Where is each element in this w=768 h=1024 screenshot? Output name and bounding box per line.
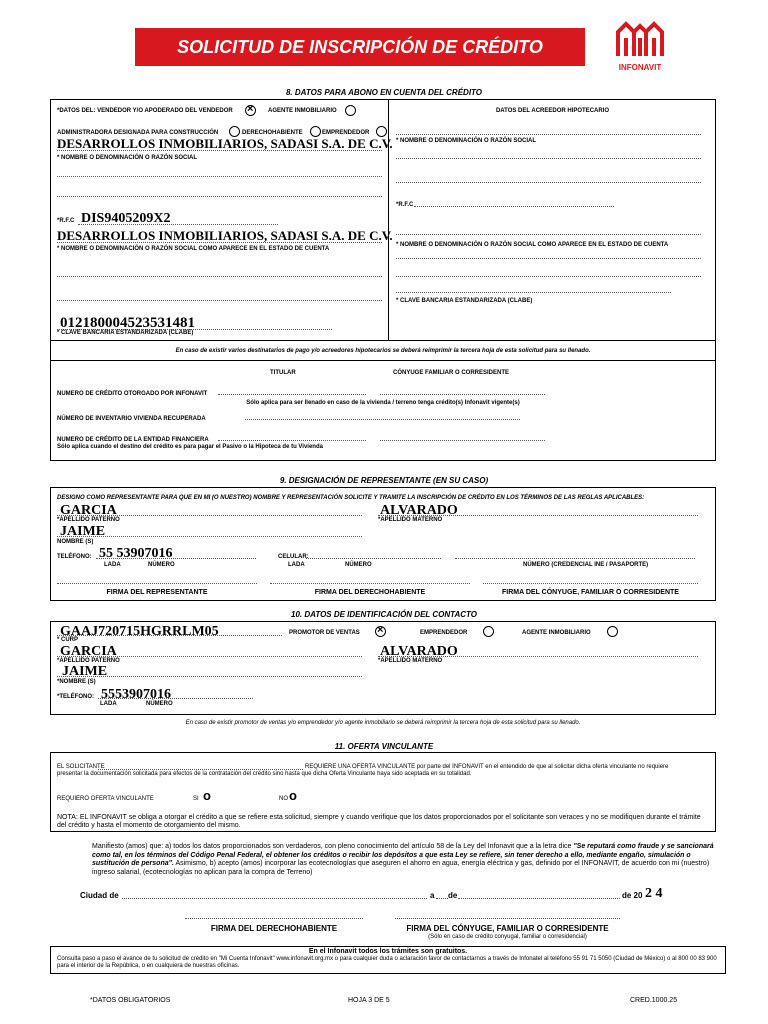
acreedor-cuenta-label: * NOMBRE O DENOMINACIÓN O RAZÓN SOCIAL COMO APARECE EN EL ESTADO DE CUENTA bbox=[396, 242, 669, 248]
s9-telefono-line bbox=[96, 558, 256, 559]
form-code: CRED.1000.25 bbox=[630, 997, 678, 1004]
acreedor-nombre-line[interactable] bbox=[396, 134, 701, 135]
s10-nombre-line bbox=[57, 676, 362, 677]
s9-numero-2: NÚMERO bbox=[345, 562, 372, 568]
s10-agente-radio[interactable] bbox=[607, 626, 618, 637]
s10-agente-label: AGENTE INMOBILIARIO bbox=[522, 630, 591, 636]
nombre-cuenta-line-3 bbox=[57, 300, 382, 301]
manifiesto-text bbox=[92, 843, 716, 877]
ciudad-line[interactable] bbox=[122, 898, 427, 899]
s9-numero: NÚMERO bbox=[148, 562, 175, 568]
s9-credencial-line[interactable] bbox=[455, 558, 695, 559]
titular-header: TITULAR bbox=[270, 370, 296, 376]
logo-text: INFONAVIT bbox=[618, 63, 662, 72]
nota-text: NOTA: EL INFONAVIT se obliga a otorgar el crédito a que se refiere esta solicitud, siempre y cuando verifique que los datos proporcionados por el solicitante son veraces y no se modifiquen durante el trámite del crédito y hasta el momento de otorgamiento del mismo. bbox=[57, 814, 701, 829]
s9-credencial-label: NÚMERO (CREDENCIAL INE / PASAPORTE) bbox=[523, 562, 649, 568]
manifiesto-p1: Manifiesto (amos) que: a) todos los datos proporcionados son verdaderos, con pleno conocimiento del artículo 58 de la Ley del Infonavit que a la letra dice bbox=[92, 843, 574, 850]
acreedor-rfc-line[interactable] bbox=[414, 206, 614, 207]
s10-materno-value[interactable]: ALVARADO bbox=[380, 644, 458, 659]
el-solicitante-label: EL SOLICITANTE bbox=[57, 764, 105, 770]
si-option[interactable]: o bbox=[203, 788, 211, 803]
num-inventario-line[interactable] bbox=[245, 419, 520, 420]
s10-telefono-value[interactable]: 5553907016 bbox=[101, 687, 171, 702]
acreedor-cuenta-line[interactable] bbox=[396, 234, 701, 235]
s9-telefono-label: TELÉFONO: bbox=[57, 554, 92, 560]
s9-materno-value[interactable]: ALVARADO bbox=[380, 503, 458, 518]
s9-nombre-value[interactable]: JAIME bbox=[60, 524, 106, 539]
section-8-note: En caso de existir varios destinatarios de pago y/o acreedores hipotecarios se deberá reimprimir la tercera hoja de esta solicitud para su llenado. bbox=[175, 348, 591, 354]
s10-numero: NÚMERO bbox=[146, 701, 173, 707]
num-credito-label: NUMERO DE CRÉDITO OTORGADO POR INFONAVIT bbox=[57, 391, 208, 397]
infonavit-logo-icon bbox=[612, 18, 668, 58]
nombre-cuenta-line-2 bbox=[57, 276, 382, 277]
s9-firma-rep-label: FIRMA DEL REPRESENTANTE bbox=[106, 589, 208, 596]
s9-nombre-label: NOMBRE (S) bbox=[57, 539, 94, 545]
manif-firma-cony-line[interactable] bbox=[395, 918, 620, 919]
a-label: a bbox=[430, 891, 435, 900]
no-label: NO bbox=[279, 796, 288, 802]
title-banner bbox=[135, 28, 585, 66]
acreedor-title: DATOS DEL ACREEDOR HIPOTECARIO bbox=[495, 108, 610, 114]
promotor-label: PROMOTOR DE VENTAS bbox=[289, 630, 360, 636]
s9-materno-line bbox=[378, 515, 698, 516]
s10-materno-label: *APELLIDO MATERNO bbox=[378, 658, 443, 664]
curp-label: * CURP bbox=[57, 637, 79, 643]
s10-emprendedor-radio[interactable] bbox=[483, 626, 494, 637]
s9-nombre-line bbox=[57, 536, 362, 537]
s9-telefono-value[interactable]: 55 53907016 bbox=[99, 546, 173, 561]
promotor-radio[interactable] bbox=[375, 626, 386, 637]
nombre-cuenta-line bbox=[57, 242, 382, 243]
el-solicitante-line[interactable] bbox=[98, 769, 303, 770]
s10-note: En caso de existir promotor de ventas y/o emprendedor y/o agente inmobiliario se deberá reimprimir la tercera hoja de esta solicitud para su llenado. bbox=[185, 720, 581, 726]
vendedor-nombre-label: * NOMBRE O DENOMINACIÓN O RAZÓN SOCIAL bbox=[57, 155, 198, 161]
manif-firma-der-line[interactable] bbox=[185, 918, 363, 919]
s9-materno-label: *APELLIDO MATERNO bbox=[378, 517, 443, 523]
num-inventario-label: NÚMERO DE INVENTARIO VIVIENDA RECUPERADA bbox=[57, 416, 206, 422]
s9-firma-der-label: FIRMA DEL DERECHOHABIENTE bbox=[314, 589, 426, 596]
manifiesto-quote: "Se reputará como fraude y se sancionará como tal, en los términos del Código Penal Federal, el obtener los créditos o recibir los depósitos a que esta Ley se refiere, sin tener derecho a ello, mediante engaño, simulación o sustitución de persona". bbox=[92, 843, 714, 867]
requiero-label: REQUIERO OFERTA VINCULANTE bbox=[57, 796, 154, 802]
ciudad-label: Ciudad de bbox=[80, 891, 119, 900]
acreedor-rfc-label: *R.F.C bbox=[396, 202, 414, 208]
year-value[interactable]: 2 4 bbox=[645, 886, 663, 901]
curp-value[interactable]: GAAJ720715HGRRLM05 bbox=[60, 624, 219, 639]
s10-paterno-line bbox=[57, 656, 362, 657]
emprendedor-label: EMPRENDEDOR bbox=[322, 130, 370, 136]
s9-paterno-label: *APELLIDO PATERNO bbox=[57, 517, 120, 523]
solo-vivienda-note: Sólo aplica para ser llenado en caso de la vivienda / terreno tenga crédito(s) Infonavit vigente(s) bbox=[246, 400, 520, 406]
num-entidad-conyuge-line[interactable] bbox=[380, 440, 545, 441]
section-8-hdivider bbox=[50, 340, 716, 341]
presentar-text: presentar la documentación solicitada para efectos de la contratación del crédito sino hasta que dicha Oferta Vinculante haya sido aceptada en su totalidad. bbox=[57, 771, 472, 777]
agente-radio[interactable] bbox=[345, 105, 356, 116]
de20-label: de 20 bbox=[622, 891, 643, 900]
acreedor-nombre-label: * NOMBRE O DENOMINACIÓN O RAZÓN SOCIAL bbox=[396, 138, 537, 144]
s9-celular-label: CELULAR: bbox=[278, 554, 309, 560]
num-credito-titular-line[interactable] bbox=[218, 394, 366, 395]
s9-lada-2: LADA bbox=[288, 562, 305, 568]
datos-obligatorios: *DATOS OBLIGATORIOS bbox=[90, 997, 171, 1004]
num-entidad-label: NUMERO DE CRÉDITO DE LA ENTIDAD FINANCIERA bbox=[57, 437, 209, 443]
rfc-label: *R.F.C bbox=[57, 218, 75, 224]
acreedor-clabe-label: * CLAVE BANCARIA ESTANDARIZADA (CLABE) bbox=[396, 298, 533, 304]
s10-paterno-label: *APELLIDO PATERNO bbox=[57, 658, 120, 664]
vendedor-nombre-value[interactable]: DESARROLLOS INMOBILIARIOS, SADASI S.A. DE C.V. bbox=[57, 136, 393, 151]
consulta-text: Consulta paso a paso el avance de tu solicitud de crédito en "Mi Cuenta Infonavit" www.infonavit.org.mx o para cualquier duda o aclaración favor de contactarnos a través de Infonatel al teléfono 55 91 71 5050 (Ciudad de México) o al 800 00 83 900 para el interior de la República, o en cualquiera de nuestras oficinas. bbox=[57, 956, 717, 969]
vendedor-radio[interactable] bbox=[245, 105, 256, 116]
acreedor-nombre-line-3[interactable] bbox=[396, 182, 701, 183]
curp-line bbox=[57, 635, 282, 636]
conyuge-header: CÓNYUGE FAMILIAR O CORRESIDENTE bbox=[393, 370, 510, 376]
requiere-text: REQUIERE UNA OFERTA VINCULANTE por parte del INFONAVIT en el entendido de que al solicitar dicha oferta vinculante no requiere bbox=[305, 764, 669, 770]
page-title: SOLICITUD DE INSCRIPCIÓN DE CRÉDITO bbox=[177, 37, 543, 57]
acreedor-nombre-line-2[interactable] bbox=[396, 158, 701, 159]
clabe-value[interactable]: 012180004523531481 bbox=[60, 315, 195, 331]
infonavit-logo bbox=[612, 18, 668, 70]
vendedor-nombre-line-3 bbox=[57, 196, 382, 197]
hoja-label: HOJA 3 DE 5 bbox=[348, 997, 390, 1004]
s9-lada: LADA bbox=[104, 562, 121, 568]
vendedor-nombre-line-2 bbox=[57, 176, 382, 177]
gratuitos-text: En el Infonavit todos los trámites son gratuitos. bbox=[308, 948, 468, 955]
de-label: de bbox=[448, 891, 458, 900]
s10-nombre-label: *NOMBRE (S) bbox=[57, 679, 96, 685]
section-8-hdivider-2 bbox=[50, 360, 716, 361]
s10-telefono-line bbox=[98, 698, 253, 699]
manifiesto-p2: Asimismo, b) acepto (amos) incorporar las ecotecnologías que aseguren el ahorro en agua, energía eléctrica y gas, definido por el INFONAVIT, de acuerdo con mi (nuestro) ingreso salarial, (ecotecnologías no aplican para la compra de Terreno) bbox=[92, 860, 710, 876]
s10-nombre-value[interactable]: JAIME bbox=[62, 664, 108, 679]
manif-firma-cony-label: FIRMA DEL CÓNYUGE, FAMILIAR O CORRESIDENTE bbox=[406, 924, 609, 933]
administradora-label: ADMINISTRADORA DESIGNADA PARA CONSTRUCCIÓN bbox=[57, 130, 219, 136]
vendedor-nombre-line bbox=[57, 150, 382, 151]
num-entidad-titular-line[interactable] bbox=[218, 440, 366, 441]
si-label: SI bbox=[193, 796, 199, 802]
nombre-cuenta-label: * NOMBRE O DENOMINACIÓN O RAZÓN SOCIAL COMO APARECE EN EL ESTADO DE CUENTA bbox=[57, 246, 330, 252]
section-9-title: 9. DESIGNACIÓN DE REPRESENTANTE (EN SU CASO) bbox=[279, 476, 489, 485]
section-10-title: 10. DATOS DE IDENTIFICACIÓN DEL CONTACTO bbox=[291, 610, 477, 619]
datos-del-label: *DATOS DEL: VENDEDOR Y/O APODERADO DEL VENDEDOR bbox=[57, 108, 233, 114]
clabe-label: * CLAVE BANCARIA ESTANDARIZADA (CLABE) bbox=[57, 330, 194, 336]
section-11-title: 11. OFERTA VINCULANTE bbox=[334, 742, 434, 751]
acreedor-clabe-line[interactable] bbox=[396, 292, 671, 293]
num-credito-conyuge-line[interactable] bbox=[380, 394, 545, 395]
s10-materno-line bbox=[378, 656, 698, 657]
s10-paterno-value[interactable]: GARCIA bbox=[60, 644, 117, 659]
rfc-line bbox=[78, 224, 278, 225]
s9-firma-rep-line[interactable] bbox=[57, 583, 257, 584]
mes-line[interactable] bbox=[458, 898, 620, 899]
nombre-cuenta-value[interactable]: DESARROLLOS INMOBILIARIOS, SADASI S.A. DE C.V. bbox=[57, 228, 393, 243]
s9-firma-cony-label: FIRMA DEL CÓNYUGE, FAMILIAR O CORRESIDENTE bbox=[502, 589, 679, 596]
solo-caso-note: (Sólo en caso de crédito conyugal, familiar o corresidencial) bbox=[428, 934, 587, 940]
derechohabiente-label: DERECHOHABIENTE bbox=[242, 130, 303, 136]
s9-paterno-line bbox=[57, 515, 362, 516]
solo-pasivo-note: Sólo aplica cuando el destino del crédito es para pagar el Pasivo o la Hipoteca de tu Vivienda bbox=[57, 444, 323, 450]
no-option[interactable]: o bbox=[289, 788, 297, 803]
dia-line[interactable] bbox=[436, 898, 448, 899]
s10-telefono-label: *TELÉFONO: bbox=[57, 694, 94, 700]
s10-lada: LADA bbox=[100, 701, 117, 707]
manif-firma-der-label: FIRMA DEL DERECHOHABIENTE bbox=[210, 924, 338, 933]
designo-text: DESIGNO COMO REPRESENTANTE PARA QUE EN MI (O NUESTRO) NOMBRE Y REPRESENTACIÓN SOLICITE Y TRAMITE LA INSCRIPCIÓN DE CRÉDITO EN LOS TÉRMINOS DE LAS REGLAS APLICABLES: bbox=[57, 495, 645, 501]
s9-firma-der-line[interactable] bbox=[270, 583, 470, 584]
s9-celular-line[interactable] bbox=[306, 558, 441, 559]
acreedor-cuenta-line-3[interactable] bbox=[396, 276, 701, 277]
s9-firma-cony-line[interactable] bbox=[483, 583, 698, 584]
agente-label: AGENTE INMOBILIARIO bbox=[268, 108, 337, 114]
section-8-title: 8. DATOS PARA ABONO EN CUENTA DEL CRÉDITO bbox=[285, 88, 482, 97]
rfc-value[interactable]: DIS9405209X2 bbox=[81, 211, 171, 226]
acreedor-cuenta-line-2[interactable] bbox=[396, 258, 701, 259]
s10-emprendedor-label: EMPRENDEDOR bbox=[420, 630, 468, 636]
s9-paterno-value[interactable]: GARCIA bbox=[60, 503, 117, 518]
